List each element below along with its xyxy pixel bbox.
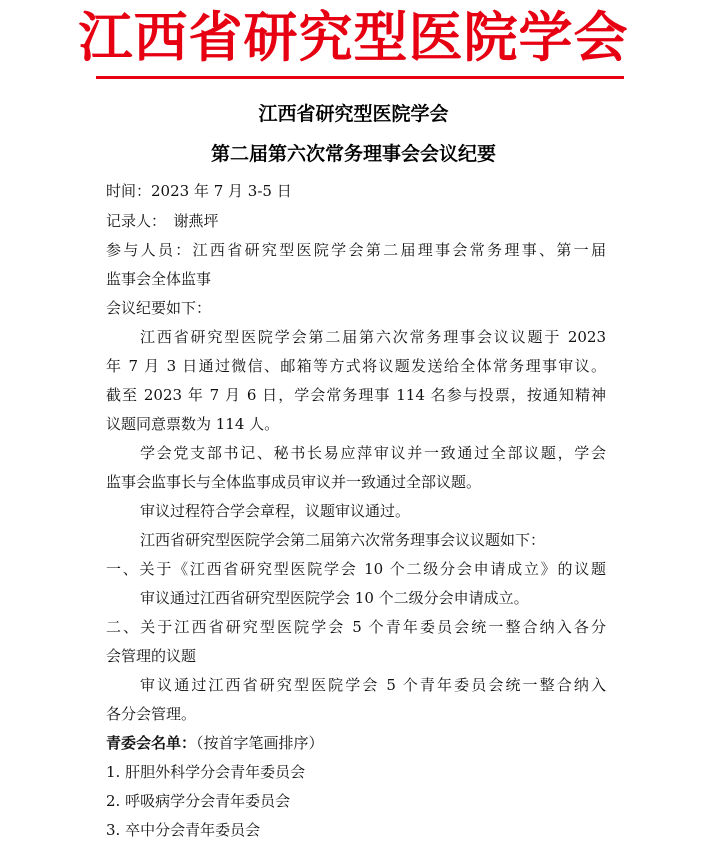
agenda-item-2-result-cont: 各分会管理。 xyxy=(106,705,197,723)
letterhead-org-name: 江西省研究型医院学会 xyxy=(78,5,629,69)
agenda-item-2-result: 审议通过江西省研究型医院学会 5 个青年委员会统一整合纳入 xyxy=(140,676,606,694)
paragraph-line: 议题同意票数为 114 人。 xyxy=(106,415,280,433)
meeting-participants: 参与人员：江西省研究型医院学会第二届理事会常务理事、第一届 xyxy=(106,241,606,259)
meeting-time: 时间：2023 年 7 月 3-5 日 xyxy=(106,182,292,200)
list-item: 3. 卒中分会青年委员会 xyxy=(106,821,261,839)
letterhead-red-rule xyxy=(96,76,624,79)
paragraph-line: 江西省研究型医院学会第二届第六次常务理事会议议题于 2023 xyxy=(140,328,606,346)
youth-committee-label: 青委会名单： xyxy=(106,734,197,752)
youth-committee-sort-note: （按首字笔画排序） xyxy=(196,734,324,752)
document-title-meeting: 第二届第六次常务理事会会议纪要 xyxy=(210,143,496,165)
summary-intro: 会议纪要如下： xyxy=(106,299,212,317)
agenda-item-2-title: 二、关于江西省研究型医院学会 5 个青年委员会统一整合纳入各分 xyxy=(106,618,606,636)
paragraph-line: 学会党支部书记、秘书长易应萍审议并一致通过全部议题，学会 xyxy=(140,444,606,462)
paragraph-line: 审议过程符合学会章程，议题审议通过。 xyxy=(140,502,411,520)
paragraph-line: 监事会监事长与全体监事成员审议并一致通过全部议题。 xyxy=(106,473,482,491)
agenda-item-1-title: 一、关于《江西省研究型医院学会 10 个二级分会申请成立》的议题 xyxy=(106,560,606,578)
paragraph-line: 截至 2023 年 7 月 6 日，学会常务理事 114 名参与投票，按通知精神 xyxy=(106,386,606,404)
list-item: 2. 呼吸病学分会青年委员会 xyxy=(106,792,291,810)
agenda-item-1-result: 审议通过江西省研究型医院学会 10 个二级分会申请成立。 xyxy=(140,589,529,607)
meeting-participants-cont: 监事会全体监事 xyxy=(106,270,212,288)
paragraph-line: 年 7 月 3 日通过微信、邮箱等方式将议题发送给全体常务理事审议。 xyxy=(106,357,606,375)
meeting-recorder: 记录人： 谢燕坪 xyxy=(106,212,219,230)
list-item: 1. 肝胆外科学分会青年委员会 xyxy=(106,763,306,781)
youth-committee-heading xyxy=(106,733,606,753)
paragraph-line: 江西省研究型医院学会第二届第六次常务理事会议议题如下： xyxy=(140,531,546,549)
document-title-org: 江西省研究型医院学会 xyxy=(258,103,449,125)
agenda-item-2-title-cont: 会管理的议题 xyxy=(106,647,197,665)
